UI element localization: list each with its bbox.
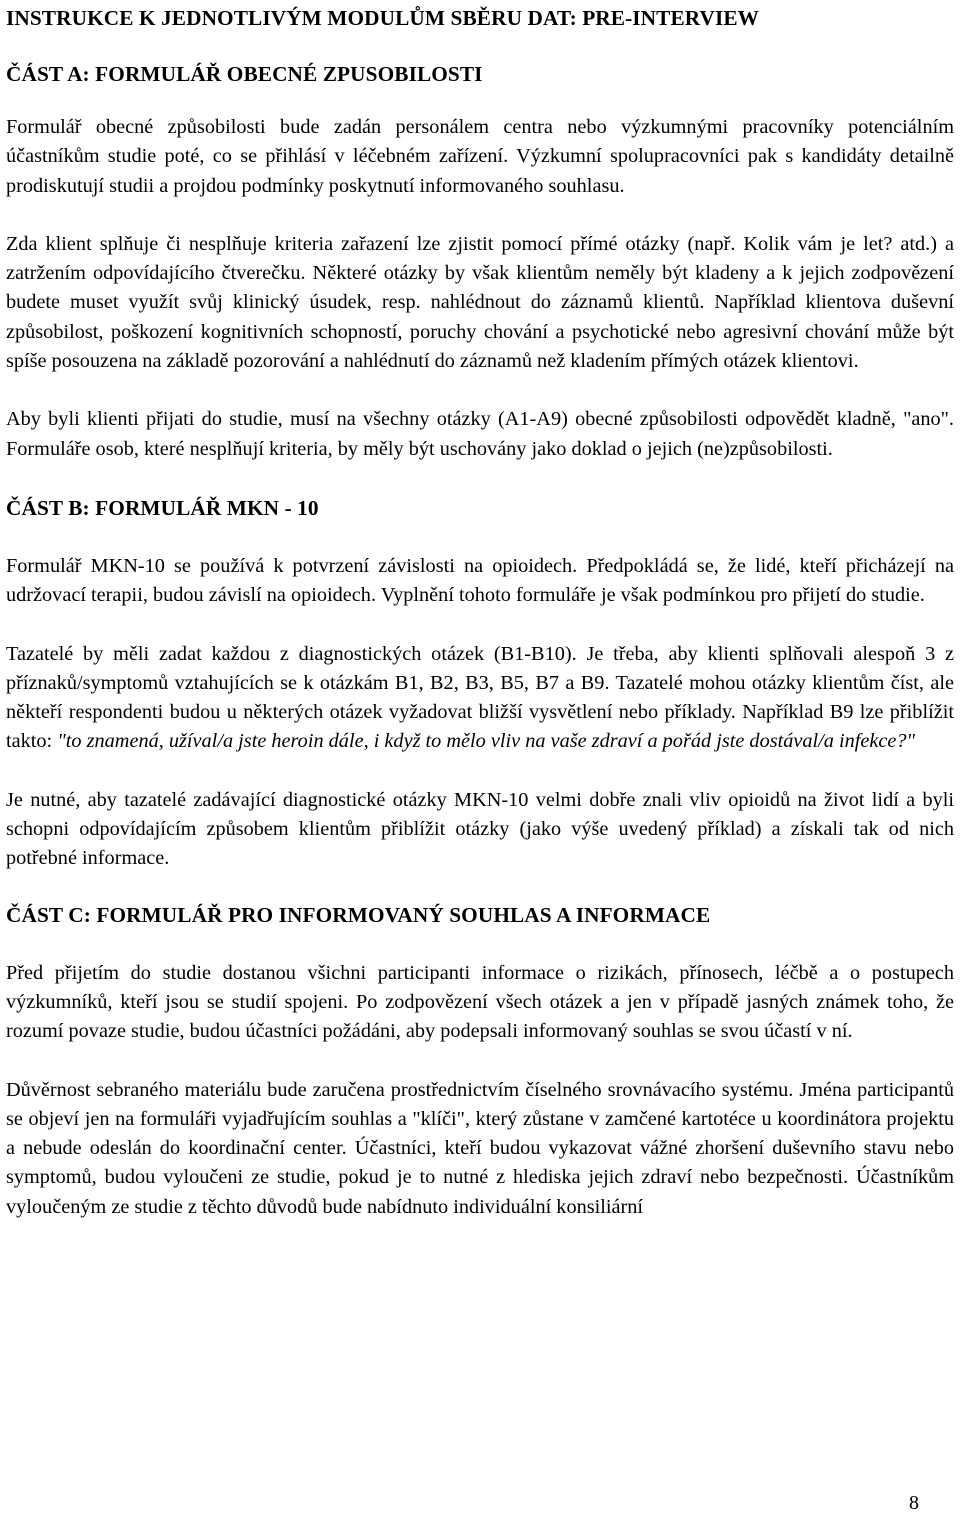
b9-example-quote: "to znamená, užíval/a jste heroin dále, i když to mělo vliv na vaše zdraví a pořád jste dostával/a infekce?" — [57, 730, 916, 753]
section-c-heading: ČÁST C: FORMULÁŘ PRO INFORMOVANÝ SOUHLAS A INFORMACE — [6, 902, 711, 927]
section-a-paragraph-3: Aby byli klienti přijati do studie, musí na všechny otázky (A1-A9) obecné způsobilosti odpovědět kladně, "ano". Formuláře osob, které nesplňují kriteria, by měly být uschovány jako doklad o jejich (ne)způsobilosti. — [6, 408, 954, 460]
section-b-paragraph-2 — [6, 640, 954, 757]
document-title: INSTRUKCE K JEDNOTLIVÝM MODULŮM SBĚRU DAT: PRE-INTERVIEW — [6, 6, 760, 30]
section-a-paragraph-1: Formulář obecné způsobilosti bude zadán personálem centra nebo výzkumnými pracovníky potenciálním účastníkům studie poté, co se přihlásí v léčebném zařízení. Výzkumní spolupracovníci pak s kandidáty detailně prodiskutují studii a projdou podmínky poskytnutí informovaného souhlasu. — [6, 116, 954, 197]
section-b-heading: ČÁST B: FORMULÁŘ MKN - 10 — [6, 495, 319, 520]
page-number: 8 — [909, 1492, 919, 1514]
section-a-paragraph-2: Zda klient splňuje či nesplňuje kriteria zařazení lze zjistit pomocí přímé otázky (např. Kolik vám je let? atd.) a zatržením odpovídajícího čtverečku. Některé otázky by však klientům neměly být kladeny a k jejich zodpovězení budete muset využít svůj klinický úsudek, resp. nahlédnout do záznamů klientů. Například klientova duševní způsobilost, poškození kognitivních schopností, poruchy chování a psychotické nebo agresivní chování může být spíše posouzena na základě pozorování a nahlédnutí do záznamů než kladením přímých otázek klientovi. — [6, 232, 954, 373]
section-b-paragraph-1: Formulář MKN-10 se používá k potvrzení závislosti na opioidech. Předpokládá se, že lidé, kteří přicházejí na udržovací terapii, budou závislí na opioidech. Vyplnění tohoto formuláře je však podmínkou pro přijetí do studie. — [6, 554, 954, 607]
document-page — [6, 2, 954, 1222]
section-b-paragraph-3: Je nutné, aby tazatelé zadávající diagnostické otázky MKN-10 velmi dobře znali vliv opioidů na život lidí a byli schopni odpovídajícím způsobem klientům přiblížit otázky (jako výše uvedený příklad) a získali tak od nich potřebné informace. — [6, 788, 954, 870]
section-a-heading: ČÁST A: FORMULÁŘ OBECNÉ ZPUSOBILOSTI — [6, 62, 483, 86]
section-c-paragraph-1: Před přijetím do studie dostanou všichni participanti informace o rizikách, přínosech, léčbě a o postupech výzkumníků, kteří jsou se studií spojeni. Po zodpovězení všech otázek a jen v případě jasných známek toho, že rozumí povaze studie, budou účastníci požádáni, aby podepsali informovaný souhlas se svou účastí v ní. — [6, 961, 954, 1043]
section-c-paragraph-2: Důvěrnost sebraného materiálu bude zaručena prostřednictvím číselného srovnávacího systému. Jména participantů se objeví jen na formuláři vyjadřujícím souhlas a "klíči", který zůstane v zamčené kartotéce u koordinátora projektu a nebude odeslán do koordinační center. Účastníci, kteří budou vykazovat vážné zhoršení duševního stavu nebo symptomů, budou vyloučeni ze studie, pokud je to nutné z hlediska jejich zdraví nebo bezpečnosti. Účastníkům vyloučeným ze studie z těchto důvodů bude nabídnuto individuální konsiliární — [6, 1078, 954, 1218]
section-b-paragraph-2-text: Tazatelé by měli zadat každou z diagnostických otázek (B1-B10). Je třeba, aby klienti splňovali alespoň 3 z příznaků/symptomů vztahujících se k otázkám B1, B2, B3, B5, B7 a B9. Tazatelé mohou otázky klientům číst, ale někteří respondenti budou u některých otázek vyžadovat bližší vysvětlení nebo příklady. Například B9 lze přiblížit takto: — [6, 642, 954, 753]
